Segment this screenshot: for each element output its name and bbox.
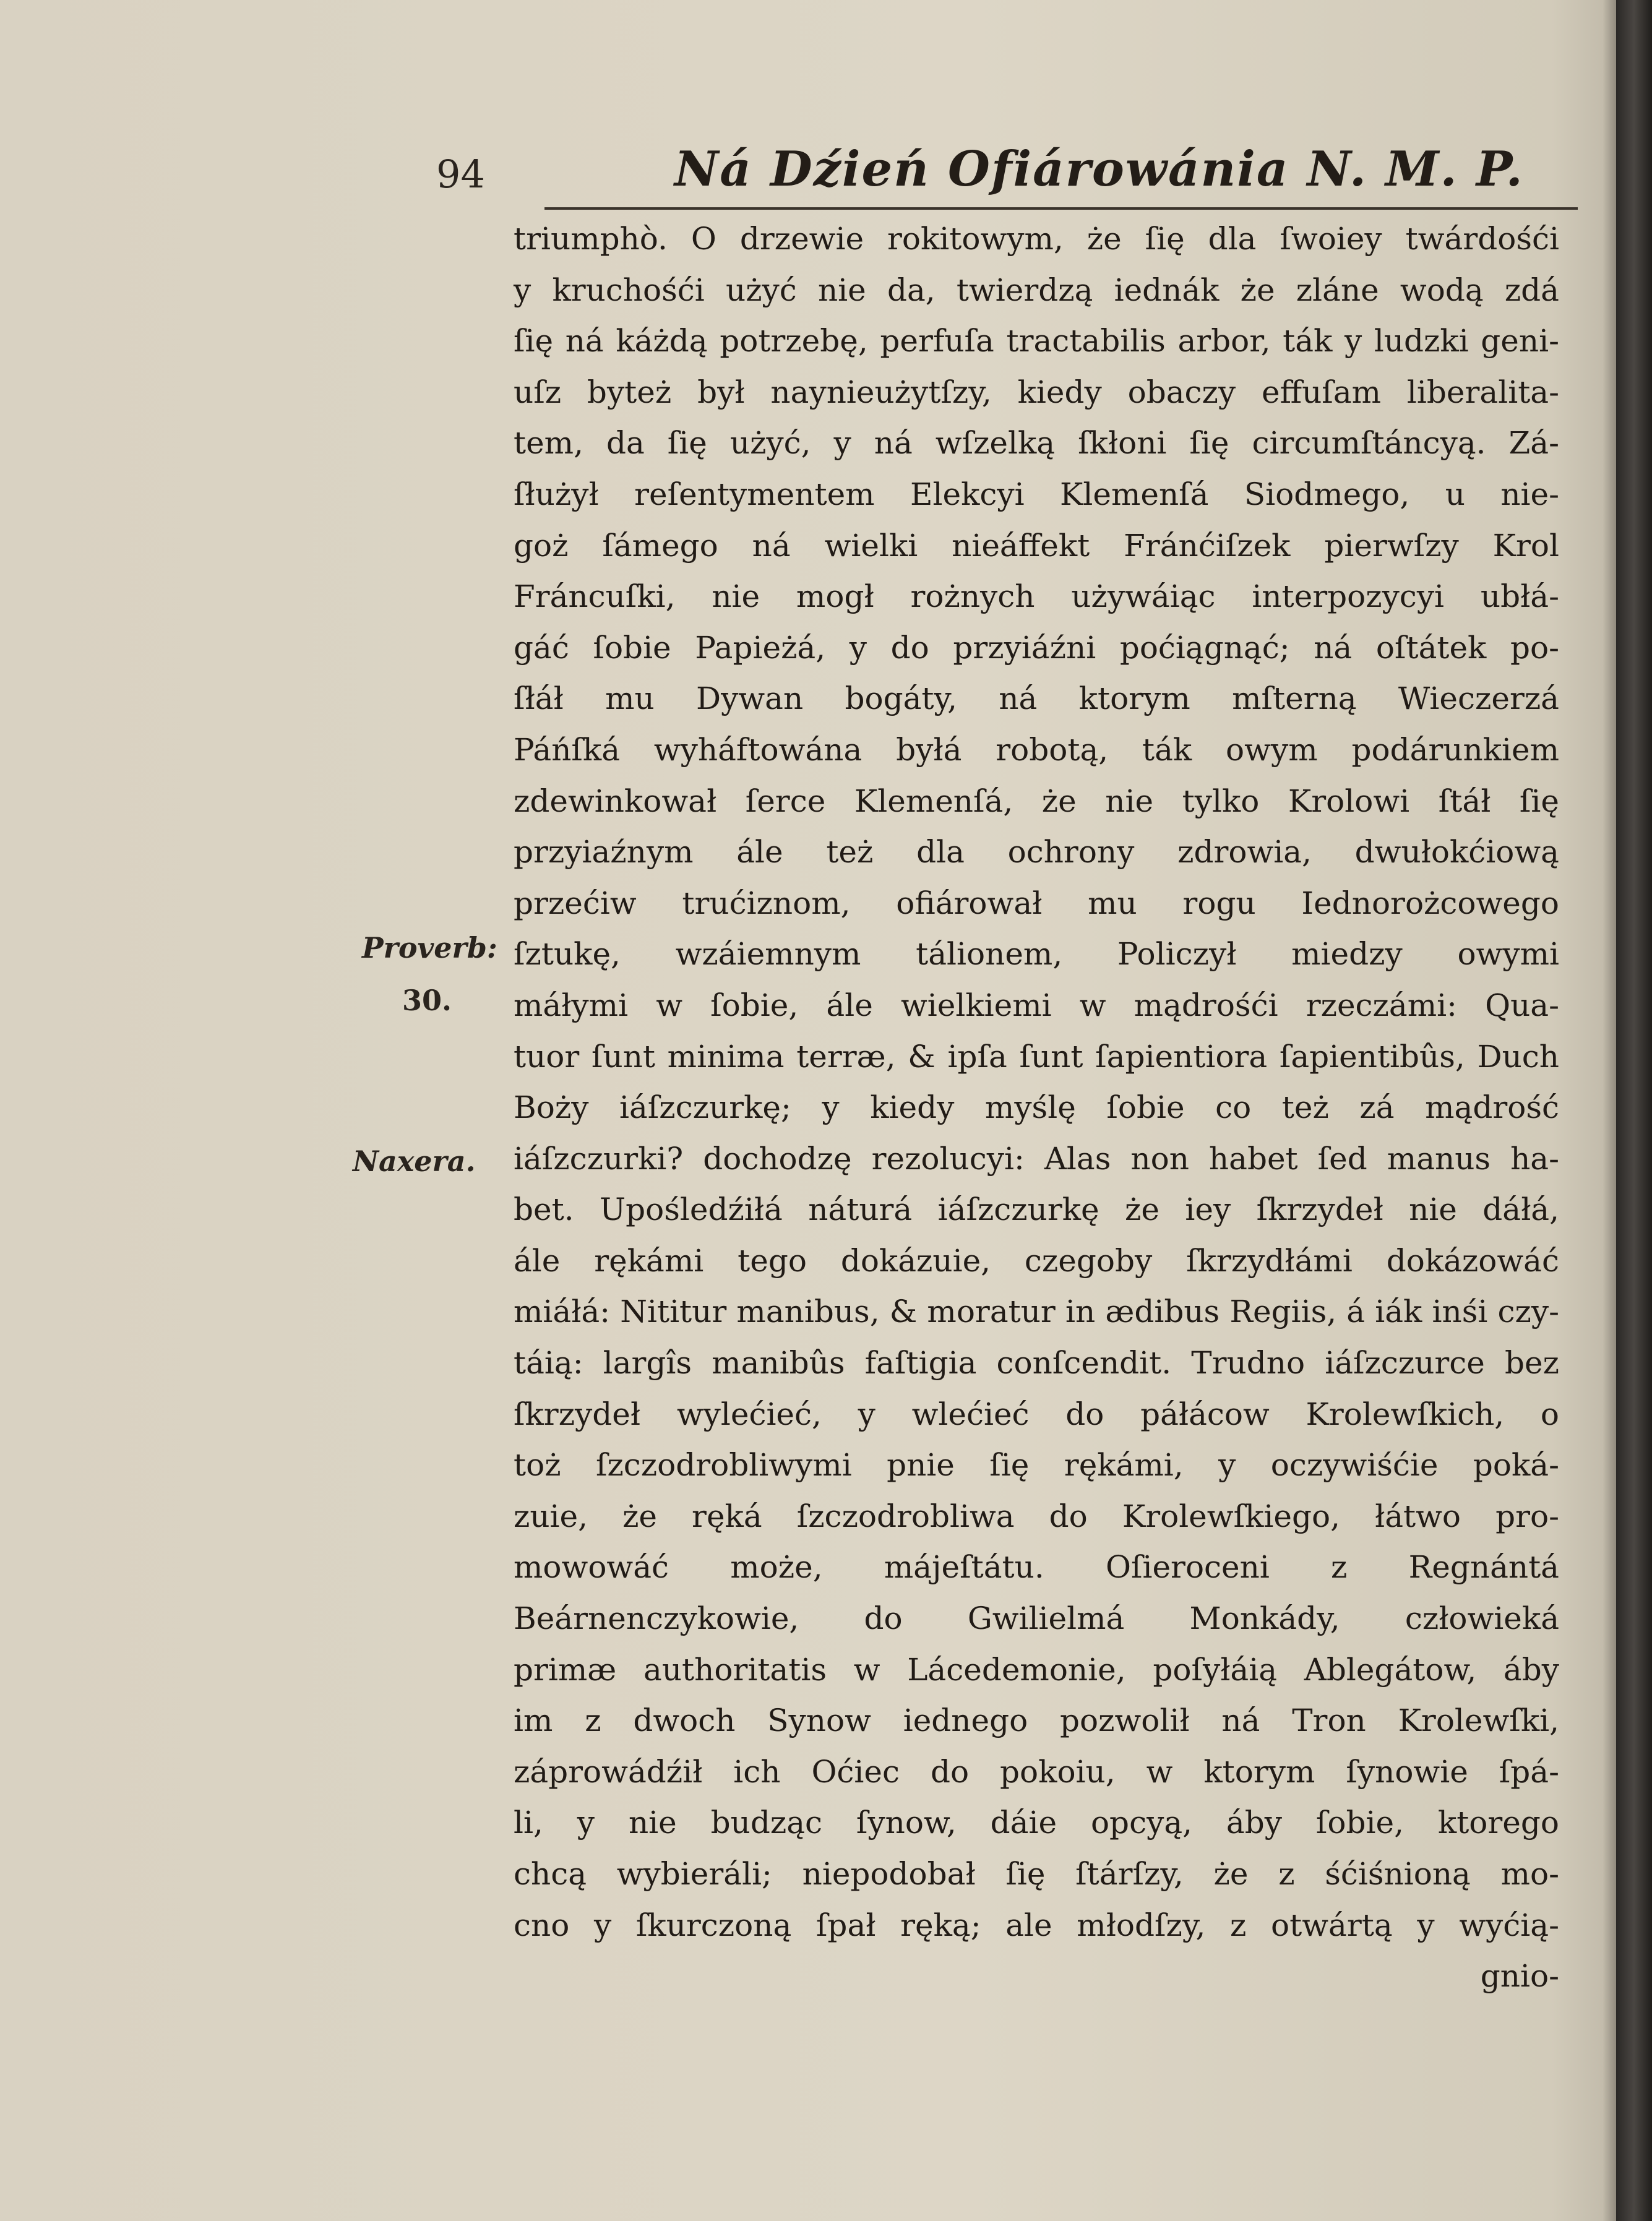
text-line: miáłá: Nititur manibus, & moratur in ædibus Regiis, á iák inśi czy- [514, 1294, 1559, 1330]
text-line: Fráncuſki, nie mogł rożnych używáiąc interpozycyi ubłá- [514, 578, 1559, 615]
text-line: táią: largîs manibûs faſtigia conſcendit. Trudno iáſzczurce bez [514, 1345, 1559, 1381]
text-line: triumphò. O drzewie rokitowym, że ſię dla ſwoiey twárdośći [514, 221, 1559, 257]
text-line: chcą wybieráli; niepodobał ſię ſtárſzy, że z śćiśnioną mo- [514, 1856, 1559, 1892]
text-line: Beárnenczykowie, do Gwilielmá Monkády, człowieká [514, 1600, 1559, 1637]
text-line: ſztukę, wzáiemnym tálionem, Policzył miedzy owymi [514, 936, 1559, 973]
text-line: zdewinkował ſerce Klemenſá, że nie tylko Krolowi ſtáł ſię [514, 783, 1559, 819]
text-line: Páńſká wyháftowána byłá robotą, ták owym podárunkiem [514, 731, 1559, 768]
page-gutter-shadow [1603, 0, 1616, 2221]
margin-note-author: Naxera. [353, 1145, 476, 1178]
text-line: Boży iáſzczurkę; y kiedy myślę ſobie co też zá mądrość [514, 1089, 1559, 1126]
text-line: primæ authoritatis w Lácedemonie, poſyłáią Ablegátow, áby [514, 1651, 1559, 1688]
text-line: goż ſámego ná wielki nieáffekt Fránćiſzek pierwſzy Krol [514, 527, 1559, 564]
text-line: im z dwoch Synow iednego pozwolił ná Tron Krolewſki, [514, 1703, 1559, 1739]
text-line: ſię ná káżdą potrzebę, perfuſa tractabilis arbor, ták y ludzki geni- [514, 323, 1559, 359]
page-number: 94 [436, 152, 485, 197]
text-line: ále rękámi tego dokázuie, czegoby ſkrzydłámi dokázowáć [514, 1242, 1559, 1279]
text-line: bet. Upośledźiłá náturá iáſzczurkę że iey ſkrzydeł nie dáłá, [514, 1192, 1559, 1228]
running-head: Ná Dźień Ofiárowánia N. M. P. [674, 141, 1524, 197]
text-line: zuie, że ręká ſzczodrobliwa do Krolewſkiego, łátwo pro- [514, 1498, 1559, 1534]
margin-note-proverb: Proverb: [362, 931, 497, 964]
text-line: przyiaźnym ále też dla ochrony zdrowia, dwułokćiową [514, 834, 1559, 870]
text-line: gáć ſobie Papieżá, y do przyiáźni poćiągnąć; ná oſtátek po- [514, 629, 1559, 666]
text-line: máłymi w ſobie, ále wielkiemi w mądrośći rzeczámi: Qua- [514, 987, 1559, 1023]
text-line: iáſzczurki? dochodzę rezolucyi: Alas non habet ſed manus ha- [514, 1140, 1559, 1177]
text-line: mowowáć może, májeſtátu. Oſieroceni z Regnántá [514, 1549, 1559, 1586]
margin-note-verse: 30. [402, 984, 452, 1017]
body-text [514, 213, 1559, 2002]
text-line: ſkrzydeł wylećieć, y wlećieć do páłácow Krolewſkich, o [514, 1396, 1559, 1432]
text-line: toż ſzczodrobliwymi pnie ſię rękámi, y oczywiśćie poká- [514, 1447, 1559, 1484]
text-line: li, y nie budząc ſynow, dáie opcyą, áby ſobie, ktorego [514, 1805, 1559, 1841]
header-rule [544, 207, 1578, 210]
text-line: ſłáł mu Dywan bogáty, ná ktorym mſterną Wieczerzá [514, 681, 1559, 717]
text-line: záprowádźił ich Oćiec do pokoiu, w ktorym ſynowie ſpá- [514, 1753, 1559, 1790]
book-binding-edge [1616, 0, 1652, 2221]
text-line: tem, da ſię użyć, y ná wſzelką ſkłoni ſię circumſtáncyą. Zá- [514, 425, 1559, 462]
text-line: y kruchośći użyć nie da, twierdzą iednák że zláne wodą zdá [514, 272, 1559, 308]
text-line: tuor ſunt minima terræ, & ipſa ſunt ſapientiora ſapientibûs, Duch [514, 1038, 1559, 1075]
catchword: gnio- [1480, 1958, 1559, 1995]
text-line: ſłużył reſentymentem Elekcyi Klemenſá Siodmego, u nie- [514, 476, 1559, 512]
text-line: przećiw trućiznom, ofiárował mu rogu Iednorożcowego [514, 885, 1559, 921]
text-line: cno y ſkurczoną ſpał ręką; ale młodſzy, z otwártą y wyćią- [514, 1907, 1559, 1943]
text-line: uſz byteż był naynieużytſzy, kiedy obaczy effuſam liberalita- [514, 374, 1559, 410]
